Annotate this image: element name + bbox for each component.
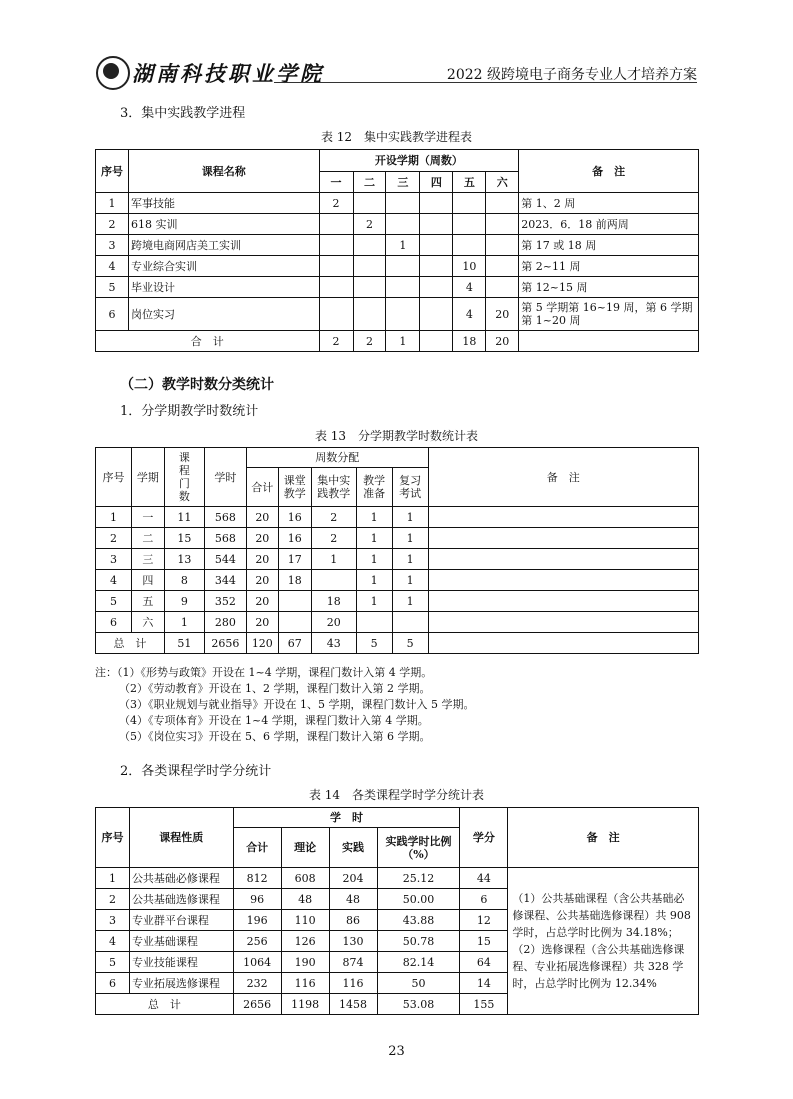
t12-weeks: 4 bbox=[453, 277, 486, 298]
t14-prac: 116 bbox=[329, 973, 377, 994]
t12-weeks: 20 bbox=[486, 298, 519, 331]
t13-exam bbox=[392, 612, 428, 633]
t12-weeks bbox=[420, 214, 453, 235]
t12-weeks bbox=[486, 256, 519, 277]
t14-theory: 608 bbox=[281, 868, 329, 889]
t13-seq: 1 bbox=[96, 507, 132, 528]
t12-weeks bbox=[486, 277, 519, 298]
t14-header-type: 课程性质 bbox=[129, 808, 233, 868]
t12-weeks bbox=[353, 193, 386, 214]
t14-seq: 3 bbox=[96, 910, 130, 931]
t13-exam: 1 bbox=[392, 549, 428, 570]
table-row bbox=[96, 612, 699, 633]
t12-weeks: 4 bbox=[453, 298, 486, 331]
t13-sum-remark bbox=[428, 633, 698, 654]
t14-header-remark: 备 注 bbox=[508, 808, 699, 868]
t14-seq: 2 bbox=[96, 889, 130, 910]
t14-remark: （1）公共基础课程（含公共基础必修课程、公共基础选修课程）共 908 学时，占总学时比例为 34.18%；（2）选修课程（含公共基础选修课程、专业拓展选修课程）共 328 学时，占总学时比例为 12.34% bbox=[508, 868, 699, 1015]
t13-header-weeks: 周数分配 bbox=[246, 448, 428, 468]
t14-theory: 116 bbox=[281, 973, 329, 994]
table-row-total bbox=[96, 633, 699, 654]
t12-weeks bbox=[386, 193, 420, 214]
t13-cls: 16 bbox=[278, 528, 311, 549]
t12-weeks: 2 bbox=[353, 214, 386, 235]
t12-weeks bbox=[353, 235, 386, 256]
t12-total-weeks: 20 bbox=[486, 331, 519, 352]
t14-credit: 14 bbox=[460, 973, 508, 994]
t13-hours: 568 bbox=[204, 507, 246, 528]
table14 bbox=[95, 807, 699, 1015]
t13-total: 20 bbox=[246, 549, 278, 570]
t14-header-hours: 学 时 bbox=[233, 808, 460, 828]
t12-weeks bbox=[386, 214, 420, 235]
note-line: （5）《岗位实习》开设在 5、6 学期，课程门数计入第 6 学期。 bbox=[119, 730, 431, 743]
t13-sum-count: 51 bbox=[164, 633, 204, 654]
t13-remark bbox=[428, 507, 698, 528]
t14-theory: 48 bbox=[281, 889, 329, 910]
table-row bbox=[96, 570, 699, 591]
t12-weeks bbox=[420, 256, 453, 277]
t12-weeks bbox=[319, 298, 353, 331]
t13-hours: 280 bbox=[204, 612, 246, 633]
t12-total-weeks: 2 bbox=[353, 331, 386, 352]
section-er-title: （二）教学时数分类统计 bbox=[120, 377, 274, 393]
t14-prac: 204 bbox=[329, 868, 377, 889]
t12-total-label: 合 计 bbox=[96, 331, 320, 352]
t12-seq: 1 bbox=[96, 193, 129, 214]
t12-weeks: 2 bbox=[319, 193, 353, 214]
t13-sum-prep: 5 bbox=[356, 633, 392, 654]
notes bbox=[95, 665, 715, 745]
t14-seq: 4 bbox=[96, 931, 130, 952]
t13-total: 20 bbox=[246, 507, 278, 528]
t12-weeks: 1 bbox=[386, 235, 420, 256]
t13-term: 三 bbox=[131, 549, 164, 570]
t14-ratio: 43.88 bbox=[377, 910, 460, 931]
t12-seq: 6 bbox=[96, 298, 129, 331]
program-title: 2022 级跨境电子商务专业人才培养方案 bbox=[446, 67, 697, 83]
t13-term: 二 bbox=[131, 528, 164, 549]
t12-remark: 第 17 或 18 周 bbox=[519, 235, 699, 256]
t13-header-practice: 集中实践教学 bbox=[311, 468, 356, 507]
t13-term: 五 bbox=[131, 591, 164, 612]
t12-weeks bbox=[453, 235, 486, 256]
t13-exam: 1 bbox=[392, 528, 428, 549]
t14-type: 公共基础选修课程 bbox=[129, 889, 233, 910]
table13 bbox=[95, 447, 699, 654]
t13-seq: 5 bbox=[96, 591, 132, 612]
t14-type: 专业群平台课程 bbox=[129, 910, 233, 931]
t14-theory: 190 bbox=[281, 952, 329, 973]
t12-remark: 2023．6．18 前两周 bbox=[519, 214, 699, 235]
table-row bbox=[96, 549, 699, 570]
note-line: （4）《专项体育》开设在 1~4 学期，课程门数计入第 4 学期。 bbox=[119, 714, 429, 727]
t14-seq: 5 bbox=[96, 952, 130, 973]
table-row-total bbox=[96, 331, 699, 352]
t12-term-header: 三 bbox=[386, 172, 420, 193]
t12-weeks bbox=[353, 277, 386, 298]
t13-sum-exam: 5 bbox=[392, 633, 428, 654]
table-row bbox=[96, 868, 699, 889]
t14-header-practice: 实践 bbox=[329, 828, 377, 868]
t14-seq: 6 bbox=[96, 973, 130, 994]
t14-total: 196 bbox=[233, 910, 281, 931]
t12-weeks: 10 bbox=[453, 256, 486, 277]
t12-term-header: 四 bbox=[420, 172, 453, 193]
table-row bbox=[96, 298, 699, 331]
t12-course-name: 毕业设计 bbox=[128, 277, 319, 298]
t13-total: 20 bbox=[246, 591, 278, 612]
t13-header-prep: 教学准备 bbox=[356, 468, 392, 507]
t13-count: 9 bbox=[164, 591, 204, 612]
t13-exam: 1 bbox=[392, 507, 428, 528]
t13-total: 20 bbox=[246, 612, 278, 633]
t12-weeks bbox=[386, 256, 420, 277]
t13-prac bbox=[311, 570, 356, 591]
t12-weeks bbox=[353, 256, 386, 277]
t14-theory: 110 bbox=[281, 910, 329, 931]
t13-count: 11 bbox=[164, 507, 204, 528]
t14-header-seq: 序号 bbox=[96, 808, 130, 868]
t12-seq: 5 bbox=[96, 277, 129, 298]
t12-remark: 第 2~11 周 bbox=[519, 256, 699, 277]
t12-weeks bbox=[420, 193, 453, 214]
t12-seq: 2 bbox=[96, 214, 129, 235]
t13-hours: 568 bbox=[204, 528, 246, 549]
t13-cls: 16 bbox=[278, 507, 311, 528]
t14-prac: 130 bbox=[329, 931, 377, 952]
t13-cls bbox=[278, 591, 311, 612]
t12-course-name: 军事技能 bbox=[128, 193, 319, 214]
table13-caption: 表 13 分学期教学时数统计表 bbox=[314, 429, 479, 443]
t14-credit: 15 bbox=[460, 931, 508, 952]
t14-header-total: 合计 bbox=[233, 828, 281, 868]
t13-count: 13 bbox=[164, 549, 204, 570]
t12-total-weeks: 1 bbox=[386, 331, 420, 352]
t14-credit: 6 bbox=[460, 889, 508, 910]
t14-prac: 86 bbox=[329, 910, 377, 931]
t13-header-seq: 序号 bbox=[96, 448, 132, 507]
section3-title: 3．集中实践教学进程 bbox=[120, 106, 246, 121]
t14-prac: 874 bbox=[329, 952, 377, 973]
t13-remark bbox=[428, 570, 698, 591]
t13-remark bbox=[428, 612, 698, 633]
t13-hours: 544 bbox=[204, 549, 246, 570]
t12-weeks bbox=[420, 298, 453, 331]
t13-header-exam: 复习考试 bbox=[392, 468, 428, 507]
t14-credit: 12 bbox=[460, 910, 508, 931]
t12-seq: 4 bbox=[96, 256, 129, 277]
t12-remark: 第 1、2 周 bbox=[519, 193, 699, 214]
t14-ratio: 25.12 bbox=[377, 868, 460, 889]
t12-header-name: 课程名称 bbox=[128, 150, 319, 193]
t12-weeks bbox=[319, 256, 353, 277]
page-number: 23 bbox=[388, 1044, 405, 1059]
table-row bbox=[96, 235, 699, 256]
t12-seq: 3 bbox=[96, 235, 129, 256]
t13-prep: 1 bbox=[356, 570, 392, 591]
t13-count: 8 bbox=[164, 570, 204, 591]
t14-total: 812 bbox=[233, 868, 281, 889]
table12-caption: 表 12 集中实践教学进程表 bbox=[320, 130, 473, 144]
t13-hours: 344 bbox=[204, 570, 246, 591]
t13-remark bbox=[428, 549, 698, 570]
t12-weeks bbox=[386, 277, 420, 298]
t12-remark: 第 12~15 周 bbox=[519, 277, 699, 298]
t14-theory: 126 bbox=[281, 931, 329, 952]
t14-credit: 44 bbox=[460, 868, 508, 889]
t13-cls: 17 bbox=[278, 549, 311, 570]
t13-exam: 1 bbox=[392, 591, 428, 612]
t12-weeks bbox=[420, 277, 453, 298]
t14-type: 公共基础必修课程 bbox=[129, 868, 233, 889]
t13-prac: 20 bbox=[311, 612, 356, 633]
t14-seq: 1 bbox=[96, 868, 130, 889]
t12-total-remark bbox=[519, 331, 699, 352]
t12-weeks bbox=[486, 214, 519, 235]
t13-header-remark: 备 注 bbox=[428, 448, 698, 507]
t12-weeks bbox=[319, 277, 353, 298]
t13-prac: 1 bbox=[311, 549, 356, 570]
t13-hours: 352 bbox=[204, 591, 246, 612]
t14-ratio: 82.14 bbox=[377, 952, 460, 973]
t14-sum-prac: 1458 bbox=[329, 994, 377, 1015]
t13-prac: 2 bbox=[311, 528, 356, 549]
t13-sum-cls: 67 bbox=[278, 633, 311, 654]
t14-ratio: 50.78 bbox=[377, 931, 460, 952]
t12-weeks bbox=[353, 298, 386, 331]
t13-prep: 1 bbox=[356, 549, 392, 570]
t13-header-term: 学期 bbox=[131, 448, 164, 507]
t12-course-name: 跨境电商网店美工实训 bbox=[128, 235, 319, 256]
t12-header-term: 开设学期（周数） bbox=[319, 150, 519, 172]
t14-sum-theory: 1198 bbox=[281, 994, 329, 1015]
t14-type: 专业拓展选修课程 bbox=[129, 973, 233, 994]
table-row bbox=[96, 214, 699, 235]
t12-weeks bbox=[319, 214, 353, 235]
t13-exam: 1 bbox=[392, 570, 428, 591]
t13-remark bbox=[428, 591, 698, 612]
t13-sum-prac: 43 bbox=[311, 633, 356, 654]
table-row bbox=[96, 507, 699, 528]
t13-prep: 1 bbox=[356, 528, 392, 549]
t12-weeks bbox=[453, 214, 486, 235]
t14-type: 专业技能课程 bbox=[129, 952, 233, 973]
t13-header-count: 课程门数 bbox=[164, 448, 204, 507]
t13-prep bbox=[356, 612, 392, 633]
t14-ratio: 50.00 bbox=[377, 889, 460, 910]
t13-prep: 1 bbox=[356, 507, 392, 528]
note-line: 注：（1）《形势与政策》开设在 1~4 学期，课程门数计入第 4 学期。 bbox=[95, 666, 433, 679]
t14-total: 256 bbox=[233, 931, 281, 952]
t14-sum-label: 总 计 bbox=[96, 994, 234, 1015]
table-row bbox=[96, 256, 699, 277]
t12-weeks bbox=[420, 235, 453, 256]
t12-remark: 第 5 学期第 16~19 周，第 6 学期第 1~20 周 bbox=[519, 298, 699, 331]
t12-weeks bbox=[486, 235, 519, 256]
t13-count: 15 bbox=[164, 528, 204, 549]
table12 bbox=[95, 149, 699, 352]
t13-seq: 3 bbox=[96, 549, 132, 570]
t14-total: 1064 bbox=[233, 952, 281, 973]
t13-prac: 18 bbox=[311, 591, 356, 612]
t13-cls bbox=[278, 612, 311, 633]
t13-sum-label: 总 计 bbox=[96, 633, 165, 654]
note-line: （2）《劳动教育》开设在 1、2 学期，课程门数计入第 2 学期。 bbox=[119, 682, 431, 695]
t12-term-header: 五 bbox=[453, 172, 486, 193]
t13-term: 四 bbox=[131, 570, 164, 591]
table14-caption: 表 14 各类课程学时学分统计表 bbox=[308, 788, 485, 802]
t12-header-remark: 备 注 bbox=[519, 150, 699, 193]
table-row bbox=[96, 277, 699, 298]
t12-weeks bbox=[486, 193, 519, 214]
t12-total-weeks: 2 bbox=[319, 331, 353, 352]
t12-course-name: 618 实训 bbox=[128, 214, 319, 235]
table-row bbox=[96, 193, 699, 214]
school-logo-icon bbox=[96, 56, 130, 90]
t12-total-weeks bbox=[420, 331, 453, 352]
t14-header-theory: 理论 bbox=[281, 828, 329, 868]
t13-header-hours: 学时 bbox=[204, 448, 246, 507]
table-row bbox=[96, 528, 699, 549]
header-divider bbox=[274, 82, 697, 83]
t12-term-header: 二 bbox=[353, 172, 386, 193]
note-line: （3）《职业规划与就业指导》开设在 1、5 学期，课程门数计入 5 学期。 bbox=[119, 698, 475, 711]
t13-header-class: 课堂教学 bbox=[278, 468, 311, 507]
t13-total: 20 bbox=[246, 528, 278, 549]
t14-sum-total: 2656 bbox=[233, 994, 281, 1015]
t13-seq: 6 bbox=[96, 612, 132, 633]
section2-title: 2．各类课程学时学分统计 bbox=[120, 764, 272, 779]
t13-seq: 2 bbox=[96, 528, 132, 549]
t14-ratio: 50 bbox=[377, 973, 460, 994]
t14-prac: 48 bbox=[329, 889, 377, 910]
t12-weeks bbox=[386, 298, 420, 331]
t13-count: 1 bbox=[164, 612, 204, 633]
table-row bbox=[96, 591, 699, 612]
t13-seq: 4 bbox=[96, 570, 132, 591]
t12-term-header: 六 bbox=[486, 172, 519, 193]
t13-cls: 18 bbox=[278, 570, 311, 591]
t13-total: 20 bbox=[246, 570, 278, 591]
section1-title: 1．分学期教学时数统计 bbox=[120, 404, 259, 419]
t14-header-credit: 学分 bbox=[460, 808, 508, 868]
t13-header-total: 合计 bbox=[246, 468, 278, 507]
t12-total-weeks: 18 bbox=[453, 331, 486, 352]
t13-term: 一 bbox=[131, 507, 164, 528]
t12-weeks bbox=[319, 235, 353, 256]
t12-header-seq: 序号 bbox=[96, 150, 129, 193]
t14-total: 96 bbox=[233, 889, 281, 910]
t14-total: 232 bbox=[233, 973, 281, 994]
t14-credit: 64 bbox=[460, 952, 508, 973]
t14-sum-ratio: 53.08 bbox=[377, 994, 460, 1015]
school-name: 湖南科技职业学院 bbox=[132, 61, 324, 86]
t13-sum-total: 120 bbox=[246, 633, 278, 654]
t13-term: 六 bbox=[131, 612, 164, 633]
t12-term-header: 一 bbox=[319, 172, 353, 193]
t13-prep: 1 bbox=[356, 591, 392, 612]
t14-sum-credit: 155 bbox=[460, 994, 508, 1015]
t13-remark bbox=[428, 528, 698, 549]
t14-type: 专业基础课程 bbox=[129, 931, 233, 952]
t14-header-ratio: 实践学时比例（%） bbox=[377, 828, 460, 868]
t12-course-name: 专业综合实训 bbox=[128, 256, 319, 277]
t13-prac: 2 bbox=[311, 507, 356, 528]
t12-weeks bbox=[453, 193, 486, 214]
t13-sum-hours: 2656 bbox=[204, 633, 246, 654]
t12-course-name: 岗位实习 bbox=[128, 298, 319, 331]
